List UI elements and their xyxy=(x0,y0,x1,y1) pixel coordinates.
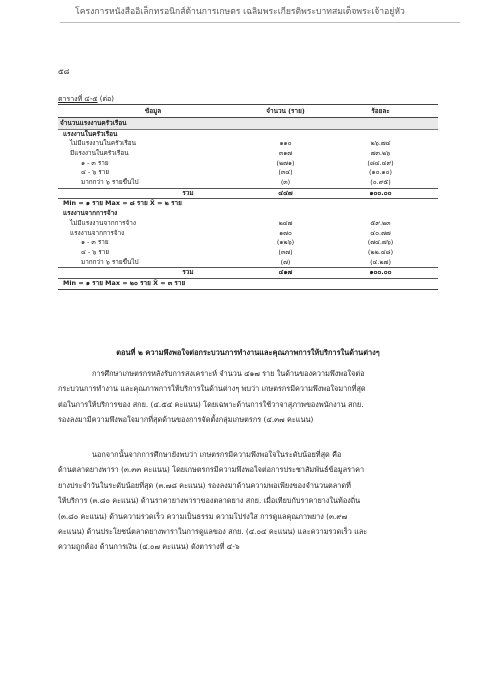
row-percent: (๑๐.๑๐) xyxy=(369,168,392,177)
paragraph-line: นอกจากนั้นจากการศึกษายังพบว่า เกษตรกรมีความพึงพอใจในระดับน้อยที่สุด คือ xyxy=(92,450,342,459)
table-row xyxy=(58,168,438,178)
row-count: ๓๑๗ xyxy=(278,148,293,157)
row-count: (๓๗) xyxy=(278,247,293,256)
total-row xyxy=(58,268,438,279)
table-header-row xyxy=(58,105,438,118)
group-title: แรงงานจากการจ้าง xyxy=(63,209,118,218)
row-label: มีแรงงานในครัวเรือน xyxy=(70,148,129,157)
group-title: แรงงานในครัวเรือน xyxy=(63,129,118,138)
header-percent: ร้อยละ xyxy=(323,105,438,118)
paragraph-line: (๓.๘๐ คะแนน) ด้านความรวดเร็ว ความเป็นธรรม ความโปร่งใส การดูแลคุณภาพยาง (๓.๙๗ xyxy=(58,511,348,521)
table-row xyxy=(58,238,438,248)
paragraph-line: ด้านตลาดยางพารา (๓.๓๓ คะแนน) โดยเกษตรกรมีความพึงพอใจต่อการประชาสัมพันธ์ข้อมูลราคา xyxy=(58,465,365,475)
labor-table xyxy=(58,104,438,290)
row-label: มากกว่า ๖ รายขึ้นไป xyxy=(81,178,139,187)
total-percent: ๑๐๐.๐๐ xyxy=(323,268,438,279)
paragraph-line: การศึกษาเกษตรกรหลังรับการสงเคราะห์ จำนวน ๔๑๗ ราย ในด้านของความพึงพอใจต่อ xyxy=(92,369,365,378)
row-count: (๑๒๖) xyxy=(276,238,295,247)
table-row xyxy=(58,258,438,268)
header-count: จำนวน (ราย) xyxy=(248,105,323,118)
row-count: ๒๔๗ xyxy=(278,218,293,227)
stats-row xyxy=(58,279,438,290)
paragraph-1 xyxy=(58,366,438,428)
table-caption-suffix: (ต่อ) xyxy=(97,95,114,103)
row-percent: (๐.๙๕) xyxy=(370,178,391,187)
row-count: (๒๗๑) xyxy=(276,158,295,167)
total-label: รวม xyxy=(58,268,248,279)
paragraph-line: ต่อในการให้บริการของ สกย. (๔.๕๔ คะแนน) โดยเฉพาะด้านการใช้วาจาสุภาพของพนักงาน สกย. xyxy=(58,399,364,409)
group-title-row xyxy=(58,129,438,139)
row-label: ๔ - ๖ ราย xyxy=(81,247,110,256)
stats-row xyxy=(58,199,438,209)
row-percent: (๔.๒๗) xyxy=(370,257,391,266)
group-title-row xyxy=(58,209,438,219)
paragraph-2 xyxy=(58,447,438,555)
page-number: ๕๘ xyxy=(58,67,70,76)
row-count: (๓) xyxy=(280,178,291,187)
header-rule xyxy=(60,22,460,23)
section-heading: ตอนที่ ๒ ความพึงพอใจต่อกระบวนการทำงานและคุณภาพการให้บริการในด้านต่างๆ xyxy=(116,348,380,357)
header-data: ข้อมูล xyxy=(58,105,248,118)
row-count: ๑๑๐ xyxy=(279,139,292,148)
paragraph-line: กระบวนการทำงาน และคุณภาพการให้บริการในด้านต่างๆ พบว่า เกษตรกรมีความพึงพอใจมากที่สุด xyxy=(58,384,366,394)
table-caption-label: ตารางที่ ๔-๕ xyxy=(58,95,98,103)
row-label: มากกว่า ๖ รายขึ้นไป xyxy=(81,257,139,266)
row-label: แรงงานจากการจ้าง xyxy=(70,228,125,237)
row-label: ไม่มีแรงงานจากการจ้าง xyxy=(70,218,136,227)
paragraph-line: ความถูกต้อง ด้านการเงิน (๔.๐๗ คะแนน) ดังตารางที่ ๔-๖ xyxy=(58,542,240,552)
table-section-title: จำนวนแรงงานครัวเรือน xyxy=(58,118,438,130)
table-row xyxy=(58,229,438,239)
paragraph-line: รองลงมามีความพึงพอใจมากที่สุดด้านของการจัดตั้งกลุ่มเกษตรกร (๔.๓๗ คะแนน) xyxy=(58,415,314,425)
table-row xyxy=(58,159,438,169)
paragraph-line: ยางประจำวันในระดับน้อยที่สุด (๓.๗๘ คะแนน) รองลงมาด้านความพอเพียงของจำนวนตลาดที่ xyxy=(58,480,351,490)
total-label: รวม xyxy=(58,188,248,199)
row-count: (๗) xyxy=(280,257,291,266)
row-percent: (๗๔.๗๖) xyxy=(367,238,394,247)
stats-text: Min = ๑ ราย Max = ๒๐ ราย X̄ = ๓ ราย xyxy=(58,279,438,290)
stats-text: Min = ๑ ราย Max = ๘ ราย X̄ = ๒ ราย xyxy=(63,199,182,208)
total-count: ๔๔๗ xyxy=(248,188,323,199)
running-header: โครงการหนังสืออิเล็กทรอนิกส์ด้านการเกษตร เฉลิมพระเกียรติพระบาทสมเด็จพระเจ้าอยู่หัว xyxy=(75,7,405,17)
table-row xyxy=(58,219,438,229)
row-label: ไม่มีแรงงานในครัวเรือน xyxy=(70,139,136,148)
table-section-row xyxy=(58,118,438,130)
row-percent: ๗๓.๒๖ xyxy=(370,148,391,157)
paragraph-line: คะแนน) ด้านประโยชน์ตลาดยางพาราในการดูแลของ สกย. (๔.๐๔ คะแนน) และความรวดเร็ว และ xyxy=(58,527,368,537)
total-count: ๔๑๗ xyxy=(248,268,323,279)
table-row xyxy=(58,178,438,188)
row-count: (๓๔) xyxy=(278,168,293,177)
table-row xyxy=(58,139,438,149)
row-label: ๔ - ๖ ราย xyxy=(81,168,110,177)
row-label: ๑ - ๓ ราย xyxy=(81,158,109,167)
total-percent: ๑๐๐.๐๐ xyxy=(323,188,438,199)
row-label: ๑ - ๓ ราย xyxy=(81,238,109,247)
table-row xyxy=(58,149,438,159)
row-count: ๑๗๐ xyxy=(279,228,292,237)
row-percent: ๒๖.๗๔ xyxy=(370,139,391,148)
total-row xyxy=(58,188,438,199)
row-percent: ๔๐.๗๗ xyxy=(370,228,391,237)
paragraph-line: ให้บริการ (๓.๘๐ คะแนน) ด้านราคายางพาราของตลาดยาง สกย. เมื่อเทียบกับราคายางในท้องถิ่น xyxy=(58,496,361,506)
row-percent: ๕๙.๒๓ xyxy=(370,218,391,227)
row-percent: (๒๒.๔๘) xyxy=(367,247,394,256)
row-percent: (๘๔.๔๙) xyxy=(367,158,394,167)
table-row xyxy=(58,248,438,258)
